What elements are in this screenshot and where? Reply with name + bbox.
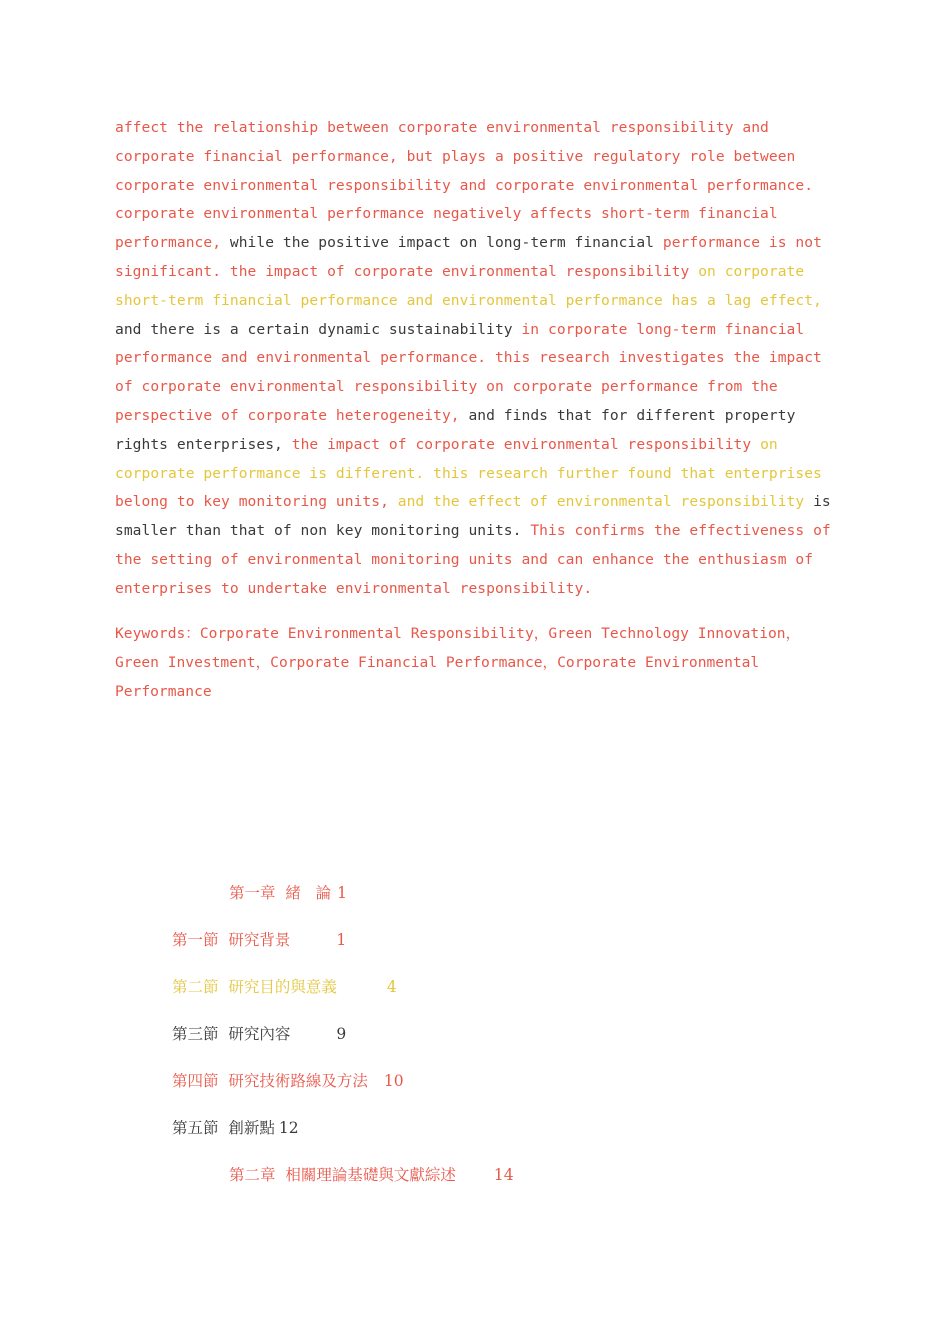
abstract-segment: while the positive impact on long-term financial <box>221 234 663 252</box>
toc-entry-section-1-4[interactable] <box>172 1069 404 1091</box>
abstract-segment: in corporate long-term financial performance and environmental performance. this research investigates the impact of corporate environmental responsibility on corporate performance from the perspective of corporate heterogeneity, <box>115 320 822 424</box>
abstract-segment: This confirms the effectiveness of the setting of environmental monitoring units and can enhance the enthusiasm of enterprises to undertake environmental responsibility. <box>115 522 831 597</box>
toc-entry-label: 第二章 相關理論基礎與文獻綜述 <box>229 1166 456 1184</box>
abstract-segment: is smaller than that of non key monitoring units. <box>115 493 831 540</box>
toc-entry-chapter-1[interactable] <box>229 881 347 903</box>
toc-entry-page: 10 <box>383 1072 404 1090</box>
toc-entry-page: 1 <box>336 931 347 949</box>
toc-entry-page: 14 <box>493 1166 514 1184</box>
toc-entry-label: 第四節 研究技術路線及方法 <box>172 1072 368 1090</box>
toc-entry-label: 第五節 創新點 <box>172 1119 275 1137</box>
abstract-segment: and the effect of environmental responsibility <box>388 493 814 511</box>
toc-entry-page: 9 <box>336 1025 347 1043</box>
abstract-segment: on corporate performance is different. this research further found that enterprises <box>115 435 822 482</box>
toc-entry-section-1-5[interactable] <box>172 1116 299 1138</box>
abstract-segment: belong to key monitoring units, <box>115 493 389 511</box>
toc-entry-label: 第三節 研究內容 <box>172 1025 291 1043</box>
toc-entry-label: 第一章 緒 論 <box>229 884 332 902</box>
abstract-segment: affect the relationship between corporate environmental responsibility and corporate financial performance, but plays a positive regulatory role between corporate environmental responsibility and corporate environmental performance. corporate environmental performance negatively affects short-term financial performance, <box>115 119 814 252</box>
toc-entry-page: 12 <box>278 1119 299 1137</box>
toc-entry-label: 第二節 研究目的與意義 <box>172 978 337 996</box>
abstract-segment: and there is a certain dynamic sustainability <box>115 320 522 338</box>
toc-entry-section-1-2[interactable] <box>172 975 397 997</box>
toc-entry-section-1-1[interactable] <box>172 928 346 950</box>
abstract-segment: performance is not significant. the impact of corporate environmental responsibility <box>115 234 822 280</box>
keywords-line: Keywords：Corporate Environmental Responsibility，Green Technology Innovation，Green Investment，Corporate Financial Performance，Corporate Environmental Performance <box>115 625 801 700</box>
abstract-segment: and finds that for different property rights enterprises, <box>115 406 796 453</box>
toc-entry-chapter-2[interactable] <box>229 1163 514 1185</box>
toc-entry-section-1-3[interactable] <box>172 1022 346 1044</box>
toc-entry-page: 1 <box>337 884 348 902</box>
abstract-paragraph <box>115 114 835 604</box>
toc-entry-label: 第一節 研究背景 <box>172 931 291 949</box>
toc-entry-page: 4 <box>386 978 397 996</box>
abstract-segment: the impact of corporate environmental responsibility <box>291 435 761 453</box>
abstract-segment: on corporate short-term financial performance and environmental performance has a lag effect, <box>115 262 822 309</box>
